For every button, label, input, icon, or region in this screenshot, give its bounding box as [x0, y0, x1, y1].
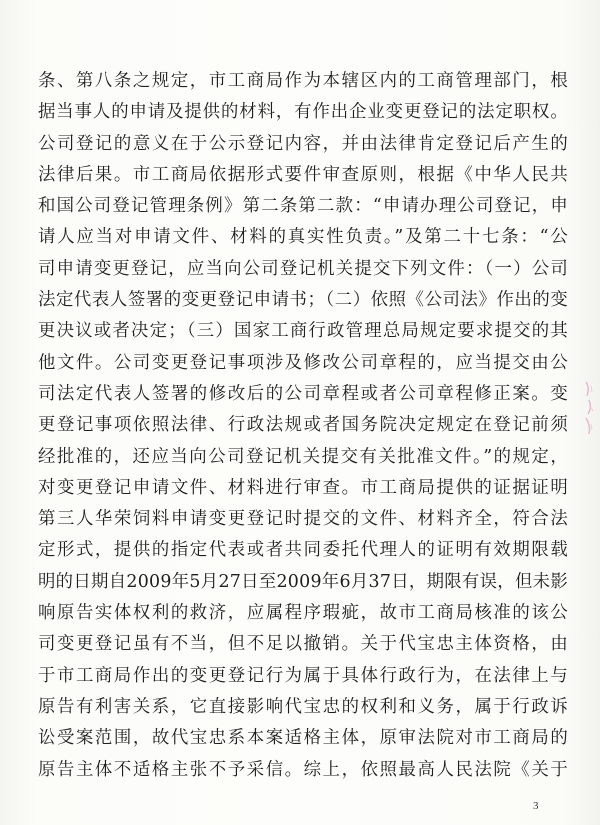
text-line-12: 更登记事项依照法律、行政法规或者国务院决定规定在登记前须	[38, 415, 568, 436]
text-line-2: 据当事人的申请及提供的材料，有作出企业变更登记的法定职权。	[38, 102, 568, 123]
text-line-6: 请人应当对申请文件、材料的真实性负责。”及第二十七条：“公	[38, 227, 568, 248]
text-line-3: 公司登记的意义在于公示登记内容，并由法律肯定登记后产生的	[38, 133, 568, 154]
text-line-9: 更决议或者决定；（三）国家工商行政管理总局规定要求提交的其	[38, 321, 568, 342]
text-line-14: 对变更登记申请文件、材料进行审查。市工商局提供的证据证明	[38, 477, 568, 498]
text-line-7: 司申请变更登记，应当向公司登记机关提交下列文件：（一）公司	[38, 258, 568, 279]
judgment-body-text	[38, 66, 568, 786]
text-line-10: 他文件。公司变更登记事项涉及修改公司章程的，应当提交由公	[38, 352, 568, 373]
text-line-16: 定形式，提供的指定代表或者共同委托代理人的证明有效期限载	[38, 540, 568, 561]
text-line-1: 条、第八条之规定，市工商局作为本辖区内的工商管理部门，根	[38, 71, 568, 91]
text-line-8: 法定代表人签署的变更登记申请书；（二）依照《公司法》作出的变	[38, 290, 568, 311]
text-line-15: 第三人华荣饲料申请变更登记时提交的文件、材料齐全，符合法	[38, 509, 568, 530]
text-line-17: 明的日期自2009年5月27日至2009年6月37日，期限有误，但未影	[38, 571, 568, 592]
text-line-18: 响原告实体权利的救济，应属程序瑕疵，故市工商局核准的该公	[38, 603, 568, 624]
text-line-20: 于市工商局作出的变更登记行为属于具体行政行为，在法律上与	[38, 665, 568, 686]
text-line-22: 讼受案范围，故代宝忠系本案适格主体，原审法院对市工商局的	[38, 728, 568, 749]
text-line-5: 和国公司登记管理条例》第二条第二款：“申请办理公司登记，申	[38, 196, 568, 217]
text-line-13: 经批准的，还应当向公司登记机关提交有关批准文件。”的规定，	[38, 446, 568, 467]
text-line-23: 原告主体不适格主张不予采信。综上，依照最高人民法院《关于	[38, 759, 568, 780]
seal-edge-mark	[583, 378, 595, 438]
text-line-19: 司变更登记虽有不当，但不足以撤销。关于代宝忠主体资格，由	[38, 634, 568, 655]
text-line-4: 法律后果。市工商局依据形式要件审查原则，根据《中华人民共	[38, 164, 568, 185]
text-line-11: 司法定代表人签署的修改后的公司章程或者公司章程修正案。变	[38, 383, 568, 404]
page-number: 3	[533, 800, 539, 812]
text-line-21: 原告有利害关系，它直接影响代宝忠的权利和义务，属于行政诉	[38, 696, 568, 717]
